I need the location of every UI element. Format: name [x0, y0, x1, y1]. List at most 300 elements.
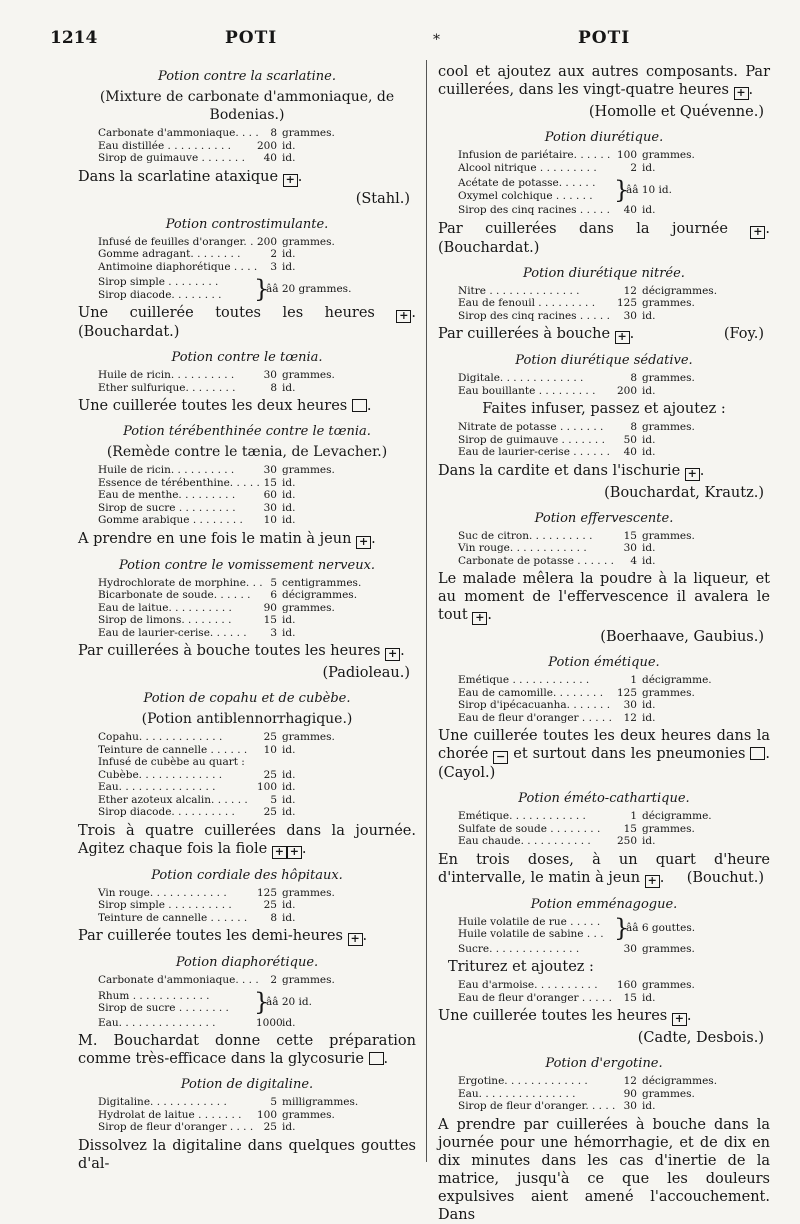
- ingredient-unit: milligrammes.: [282, 1096, 359, 1108]
- instruction-text: Une cuillerée toutes les heures: [78, 305, 375, 321]
- ingredient-name: Eau. . . . . . . . . . . . . . .: [458, 1087, 576, 1100]
- ingredient-unit: id.: [282, 1016, 296, 1029]
- ingredient-quantity: 200: [256, 139, 277, 152]
- ingredient-name: Ergotine. . . . . . . . . . . . .: [458, 1075, 588, 1087]
- ingredient-unit: décigrammes.: [642, 284, 718, 297]
- instruction: Une cuillerée toutes les heures + . (Bouchardat.): [78, 305, 416, 340]
- ingredient-list: [438, 421, 770, 459]
- ingredient-name: Oxymel colchique . . . . . .: [458, 189, 593, 202]
- ingredient-list: [438, 810, 770, 848]
- ingredient-row: [78, 899, 416, 912]
- ingredient-quantity: 30: [623, 309, 637, 322]
- ingredient-name: Eau de camomille. . . . . . . .: [458, 686, 604, 699]
- recipe-terebenthinee: [78, 423, 416, 549]
- ingredient-unit: id.: [642, 699, 656, 711]
- recipe-title: Potion controstimulante.: [165, 216, 329, 232]
- left-column: [78, 60, 416, 1170]
- recipe-title: Potion de digitaline.: [180, 1077, 314, 1092]
- recipe-digitaline: [78, 1076, 416, 1173]
- ingredient-row: [438, 434, 770, 447]
- ingredient-unit: grammes.: [642, 372, 695, 384]
- recipe-vomissement: [78, 557, 416, 683]
- recipe-taenia: [78, 349, 416, 415]
- ingredient-unit: grammes.: [642, 1087, 695, 1100]
- ingredient-quantity: 100: [616, 149, 637, 161]
- ingredient-row: [78, 382, 416, 395]
- instruction-text: et surtout dans les pneumonies: [513, 746, 746, 762]
- ingredient-name: Rhum . . . . . . . . . . . .: [98, 989, 210, 1002]
- instruction: Triturez et ajoutez :: [448, 959, 594, 975]
- instruction-text: Le malade mêlera la poudre à la liqueur, et au moment de l'effervescence il avalera le tout: [438, 571, 770, 623]
- brace-icon: }: [614, 175, 630, 204]
- instruction: Dissolvez la digitaline dans quelques gouttes d'al-: [78, 1137, 416, 1172]
- instruction-text: Par cuillerées à bouche: [438, 326, 611, 342]
- ingredient-unit: id.: [282, 626, 296, 639]
- ingredient-quantity: 12: [623, 284, 637, 297]
- ingredient-name: Hydrolat de laitue . . . . . . .: [98, 1108, 242, 1121]
- ingredient-list: [438, 943, 770, 956]
- ingredient-row: [438, 943, 770, 956]
- ingredient-name: Sirop des cinq racines . . . . .: [458, 309, 610, 322]
- plus-box-icon: +: [287, 846, 302, 859]
- recipe-title: Potion diurétique nitrée.: [523, 265, 685, 281]
- ingredient-row: [438, 204, 770, 217]
- recipe-title: Potion emménagogue.: [530, 896, 678, 912]
- ingredient-row: [438, 421, 770, 434]
- ingredient-name: Sirop simple . . . . . . . .: [98, 276, 219, 288]
- ingredient-list: [438, 149, 770, 174]
- author: (Boerhaave, Gaubius.): [600, 629, 764, 645]
- instruction-text: M. Bouchardat donne cette préparation comme très-efficace dans la glycosurie: [78, 1033, 416, 1067]
- ingredient-row: [438, 542, 770, 555]
- ingredient-row: [78, 806, 416, 819]
- ingredient-name: Huile volatile de rue . . . . .: [458, 915, 601, 928]
- ingredient-name: Sucre. . . . . . . . . . . . . .: [458, 942, 580, 955]
- ingredient-name: Huile de ricin. . . . . . . . . .: [98, 464, 235, 476]
- ingredient-name: Sulfate de soude . . . . . . . .: [458, 822, 601, 835]
- ingredient-quantity: 25: [263, 899, 277, 911]
- ingredient-row: [78, 744, 416, 757]
- ingredient-name: Eau distillée . . . . . . . . . .: [98, 139, 231, 152]
- brace-icon: }: [254, 274, 270, 303]
- recipe-diuretique-nitree: [438, 265, 770, 345]
- ingredient-quantity: 5: [270, 793, 277, 806]
- ingredient-row: [78, 477, 416, 490]
- instruction-text: Une cuillerée toutes les deux heures: [78, 398, 348, 414]
- ingredient-name: Nitre . . . . . . . . . . . . . .: [458, 284, 580, 297]
- ingredient-list: [78, 464, 416, 527]
- ingredient-name: Eau chaude. . . . . . . . . . .: [458, 835, 591, 847]
- brace-icon: }: [254, 988, 270, 1016]
- ingredient-quantity: 15: [623, 991, 637, 1004]
- instruction: Par cuillerée toutes les demi-heures + .: [78, 928, 368, 945]
- ingredient-unit: id.: [282, 781, 296, 793]
- instruction: Le malade mêlera la poudre à la liqueur, et au moment de l'effervescence il avalera le tout + .: [438, 571, 770, 624]
- recipe-effervescente: [438, 510, 770, 647]
- recipe-copahu: [78, 690, 416, 859]
- ingredient-name: Cubèbe. . . . . . . . . . . . .: [98, 768, 223, 781]
- instruction: Dans la scarlatine ataxique + .: [78, 168, 303, 186]
- ingredient-row: [78, 769, 416, 782]
- ingredient-row: [78, 756, 416, 769]
- ingredient-quantity: 8: [270, 127, 277, 139]
- ingredient-name: Sirop de fleur d'oranger. . . . .: [458, 1100, 616, 1112]
- ingredient-list: [438, 530, 770, 568]
- ingredient-unit: id.: [642, 309, 656, 322]
- ingredient-quantity: 12: [623, 1075, 637, 1087]
- ingredient-row: [78, 887, 416, 900]
- ingredient-name: Vin rouge. . . . . . . . . . . .: [458, 542, 587, 554]
- recipe-title: Potion émétique.: [548, 655, 660, 670]
- group-quantity: ââ 6 gouttes.: [626, 922, 696, 934]
- ingredient-unit: id.: [282, 614, 296, 626]
- ingredient-unit: grammes.: [642, 979, 695, 991]
- ingredient-row: [78, 731, 416, 744]
- ingredient-group: [78, 276, 416, 301]
- group-quantity: ââ 10 id.: [626, 183, 672, 196]
- ingredient-name: Teinture de cannelle . . . . . .: [98, 743, 248, 756]
- ingredient-unit: id.: [642, 204, 656, 216]
- ingredient-unit: id.: [282, 476, 296, 489]
- ingredient-unit: id.: [282, 793, 296, 806]
- ingredient-row: [78, 502, 416, 515]
- ingredient-quantity: 5: [270, 1096, 277, 1108]
- ingredient-row: [78, 248, 416, 261]
- ingredient-unit: grammes.: [642, 297, 695, 309]
- ingredient-name: Sirop d'ipécacuanha. . . . . . .: [458, 699, 611, 711]
- ingredient-unit: décigrammes.: [282, 589, 358, 601]
- ingredient-quantity: 25: [263, 806, 277, 818]
- ingredient-name: Sirop de guimauve . . . . . . .: [98, 152, 245, 164]
- ingredient-quantity: 15: [623, 529, 637, 542]
- ingredient-name: Infusé de feuilles d'oranger. . .: [98, 235, 261, 248]
- ingredient-unit: id.: [642, 161, 656, 174]
- ingredient-quantity: 40: [623, 204, 637, 216]
- ingredient-quantity: 100: [256, 781, 277, 793]
- ingredient-unit: grammes.: [642, 421, 695, 433]
- ingredient-unit: id.: [642, 433, 656, 446]
- instruction: A prendre en une fois le matin à jeun + .: [78, 530, 376, 548]
- running-header: [0, 28, 800, 52]
- ingredient-row: [78, 1017, 416, 1030]
- group-quantity: ââ 20 grammes.: [266, 282, 352, 295]
- ingredient-name: Sirop de guimauve . . . . . . .: [458, 433, 605, 446]
- ingredient-quantity: 8: [270, 911, 277, 924]
- ingredient-name: Sirop diacode. . . . . . . . . .: [98, 806, 235, 818]
- instruction: Une cuillerée toutes les heures + .: [438, 1008, 692, 1025]
- ingredient-name: Acétate de potasse. . . . . .: [458, 177, 596, 189]
- ingredient-quantity: 30: [263, 369, 277, 381]
- ingredient-quantity: 10: [263, 743, 277, 756]
- ingredient-name: Hydrochlorate de morphine. . .: [98, 576, 263, 589]
- ingredient-unit: id.: [642, 554, 656, 567]
- column-divider: [426, 60, 427, 1162]
- ingredient-list: [78, 127, 416, 165]
- ingredient-unit: id.: [282, 1121, 296, 1133]
- ingredient-unit: id.: [282, 768, 296, 781]
- ingredient-unit: id.: [642, 991, 656, 1004]
- group-ingredients: [78, 990, 254, 1015]
- ingredient-unit: id.: [282, 489, 296, 501]
- ingredient-row: [438, 928, 614, 941]
- ingredient-row: [78, 990, 254, 1003]
- ingredient-name: Carbonate d'ammoniaque. . . .: [98, 127, 259, 139]
- ingredient-row: [438, 285, 770, 298]
- recipe-emetique: [438, 654, 770, 782]
- ingredient-name: Emétique . . . . . . . . . . . .: [458, 674, 590, 686]
- ingredient-row: [438, 149, 770, 162]
- ingredient-unit: id.: [282, 260, 296, 273]
- ingredient-row: [438, 810, 770, 823]
- group-ingredients: [78, 276, 254, 301]
- ingredient-unit: grammes.: [282, 369, 335, 381]
- page-number: 1214: [50, 28, 98, 48]
- ingredient-row: [438, 372, 770, 385]
- recipe-title: Potion de copahu et de cubèbe.: [143, 691, 351, 706]
- ingredient-unit: grammes.: [282, 731, 335, 743]
- ingredient-unit: [282, 756, 416, 769]
- ingredient-unit: id.: [642, 542, 656, 554]
- ingredient-quantity: 30: [623, 699, 637, 711]
- instruction-text: Dans la cardite et dans l'ischurie: [438, 462, 681, 479]
- ingredient-unit: grammes.: [282, 601, 335, 614]
- ingredient-row: [78, 464, 416, 477]
- ingredient-unit: id.: [282, 152, 296, 164]
- ingredient-name: Infusion de pariétaire. . . . . .: [458, 149, 611, 161]
- ingredient-row: [78, 1096, 416, 1109]
- ingredient-row: [438, 310, 770, 323]
- ingredient-row: [438, 687, 770, 700]
- minus-box-icon: −: [493, 751, 508, 764]
- ingredient-name: Huile de ricin. . . . . . . . . .: [98, 369, 235, 381]
- recipe-title: Potion contre la scarlatine.: [158, 69, 336, 84]
- ingredient-quantity: 90: [623, 1087, 637, 1100]
- recipe-title: Potion térébenthinée contre le tœnia.: [123, 424, 371, 439]
- ingredient-unit: grammes.: [282, 235, 335, 248]
- ingredient-row: [78, 577, 416, 590]
- ingredient-list: [438, 372, 770, 397]
- ingredient-unit: id.: [282, 514, 296, 526]
- ingredient-unit: id.: [282, 248, 296, 260]
- ingredient-quantity: 200: [616, 384, 637, 397]
- recipe-diuretique-sedative: [438, 352, 770, 502]
- instruction-text: cool et ajoutez aux autres composants. Par cuillerées, dans les vingt-quatre heures: [438, 64, 770, 98]
- ingredient-row: [438, 190, 614, 203]
- ingredient-list: [78, 731, 416, 819]
- ingredient-row: [438, 1088, 770, 1101]
- ingredient-row: [78, 1121, 416, 1134]
- recipe-cordiale: [78, 867, 416, 947]
- instruction-text: Trois à quatre cuillerées dans la journée. Agitez chaque fois la fiole: [78, 822, 416, 857]
- ingredient-quantity: 125: [616, 297, 637, 309]
- ingredient-row: [438, 1100, 770, 1113]
- ingredient-quantity: 2: [630, 161, 637, 174]
- ingredient-list: [78, 577, 416, 640]
- ingredient-unit: grammes.: [642, 149, 695, 161]
- author: (Bouchardat.): [78, 324, 180, 340]
- plus-box-icon: +: [615, 331, 630, 344]
- ingredient-quantity: 30: [263, 464, 277, 476]
- ingredient-quantity: 2: [270, 974, 277, 986]
- ingredient-name: Eau. . . . . . . . . . . . . . .: [98, 1016, 216, 1029]
- ingredient-quantity: 50: [623, 433, 637, 446]
- ingredient-name: Ether sulfurique. . . . . . . .: [98, 381, 236, 394]
- ingredient-list: [78, 369, 416, 394]
- ingredient-unit: grammes.: [642, 686, 695, 699]
- ingredient-quantity: 12: [623, 711, 637, 724]
- instruction-text: Par cuillerée toutes les demi-heures: [78, 928, 343, 944]
- ingredient-quantity: [256, 756, 282, 769]
- ingredient-name: Vin rouge. . . . . . . . . . . .: [98, 886, 227, 899]
- recipe-title: Potion cordiale des hôpitaux.: [151, 867, 343, 883]
- ingredient-quantity: 15: [623, 822, 637, 835]
- ingredient-row: [438, 446, 770, 459]
- ingredient-name: Sirop simple . . . . . . . . . .: [98, 899, 232, 911]
- ingredient-list: [78, 1096, 416, 1134]
- ingredient-name: Eau de fenouil . . . . . . . . .: [458, 297, 596, 309]
- ingredient-unit: id.: [282, 743, 296, 756]
- ingredient-quantity: 40: [623, 446, 637, 458]
- plus-box-icon: +: [356, 536, 371, 549]
- ingredient-name: Essence de térébenthine. . . . .: [98, 476, 260, 489]
- plus-box-icon: +: [672, 1013, 687, 1026]
- ingredient-row: [78, 261, 416, 274]
- ingredient-unit: grammes.: [282, 1108, 335, 1121]
- square-box-icon: [750, 747, 765, 760]
- ingredient-unit: grammes.: [282, 127, 335, 139]
- ingredient-quantity: 100: [256, 1108, 277, 1121]
- plus-box-icon: +: [348, 933, 363, 946]
- running-title-right: POTI: [578, 28, 631, 48]
- ingredient-quantity: 3: [270, 626, 277, 639]
- ingredient-row: [438, 992, 770, 1005]
- ingredient-name: Antimoine diaphorétique . . . .: [98, 260, 258, 273]
- ingredient-unit: grammes.: [282, 974, 335, 986]
- ingredient-row: [438, 297, 770, 310]
- recipe-title: Potion éméto-cathartique.: [518, 791, 690, 806]
- recipe-scarlatine: [78, 68, 416, 208]
- ingredient-row: [78, 794, 416, 807]
- ingredient-name: Eau de laitue. . . . . . . . . .: [98, 601, 232, 614]
- recipe-ergotine: [438, 1055, 770, 1224]
- ingredient-quantity: 2: [270, 248, 277, 260]
- ingredient-name: Digitaline. . . . . . . . . . . .: [98, 1096, 227, 1108]
- ingredient-quantity: 200: [256, 235, 277, 248]
- ingredient-unit: centigrammes.: [282, 576, 362, 589]
- brace-icon: }: [614, 914, 630, 942]
- ingredient-row: [78, 236, 416, 249]
- ingredient-list: [438, 674, 770, 724]
- author: (Foy.): [723, 326, 764, 342]
- ingredient-unit: id.: [282, 911, 296, 924]
- ingredient-quantity: 30: [623, 942, 637, 955]
- ingredient-quantity: 15: [263, 476, 277, 489]
- ingredient-row: [78, 912, 416, 925]
- ingredient-unit: id.: [642, 835, 656, 847]
- ingredient-list: [78, 1017, 416, 1030]
- ingredient-list: [438, 979, 770, 1004]
- instruction-text: Une cuillerée toutes les heures: [438, 1008, 668, 1024]
- ingredient-row: [78, 627, 416, 640]
- recipe-continuation: [438, 63, 770, 121]
- instruction-text: Par cuillerées dans la journée: [438, 220, 728, 237]
- ingredient-list: [438, 285, 770, 323]
- ingredient-name: Emétique. . . . . . . . . . . .: [458, 810, 586, 822]
- ingredient-row: [78, 152, 416, 165]
- ingredient-row: [78, 614, 416, 627]
- ingredient-quantity: 250: [616, 835, 637, 847]
- plus-box-icon: +: [734, 87, 749, 100]
- recipe-diaphoretique: [78, 954, 416, 1068]
- instruction: M. Bouchardat donne cette préparation comme très-efficace dans la glycosurie .: [78, 1033, 416, 1067]
- instruction: Dans la cardite et dans l'ischurie + .: [438, 462, 705, 480]
- ingredient-quantity: 30: [623, 542, 637, 554]
- ingredient-name: Eau bouillante . . . . . . . . .: [458, 384, 596, 397]
- author: (Cayol.): [438, 765, 496, 781]
- ingredient-name: Eau de menthe. . . . . . . . .: [98, 489, 236, 501]
- ingredient-row: [78, 781, 416, 794]
- instruction-text: En trois doses, à un quart d'heure d'intervalle, le matin à jeun: [438, 851, 770, 886]
- ingredient-quantity: 40: [263, 152, 277, 164]
- ingredient-quantity: 3: [270, 260, 277, 273]
- instruction: Faites infuser, passez et ajoutez :: [482, 401, 726, 417]
- ingredient-name: Sirop de limons. . . . . . . .: [98, 614, 232, 626]
- ingredient-list: [438, 1075, 770, 1113]
- ingredient-name: Carbonate de potasse . . . . . .: [458, 554, 614, 567]
- ingredient-name: Sirop diacode. . . . . . . .: [98, 288, 222, 301]
- recipe-subtitle: (Potion antiblennorrhagique.): [141, 711, 353, 727]
- ingredient-name: Huile volatile de sabine . . .: [458, 928, 604, 940]
- ingredient-group: [438, 916, 770, 941]
- ingredient-name: Suc de citron. . . . . . . . . .: [458, 529, 593, 542]
- ingredient-row: [438, 177, 614, 190]
- ingredient-name: Sirop de sucre . . . . . . . .: [98, 1002, 229, 1014]
- ingredient-list: [78, 887, 416, 925]
- ingredient-group: [438, 177, 770, 202]
- square-box-icon: [369, 1052, 384, 1065]
- running-title-left: POTI: [225, 28, 278, 48]
- recipe-title: Potion diaphorétique.: [175, 955, 319, 970]
- ingredient-unit: décigramme.: [642, 810, 712, 822]
- ingredient-quantity: 25: [263, 1121, 277, 1133]
- ingredient-name: Eau d'armoise. . . . . . . . . .: [458, 979, 598, 991]
- instruction: A prendre par cuillerées à bouche dans la journée pour une hémorrhagie, et de dix en dix minutes dans les cas d'inertie de la matrice, jusqu'à ce que les douleurs expulsives aient amené l'accouchement. Dans: [438, 1116, 770, 1223]
- recipe-subtitle: (Remède contre le tænia, de Levacher.): [106, 444, 388, 460]
- recipe-diuretique: [438, 129, 770, 257]
- recipe-controstimulante: [78, 216, 416, 342]
- ingredient-name: Eau de laurier-cerise. . . . . .: [98, 626, 247, 639]
- ingredient-row: [438, 823, 770, 836]
- ingredient-quantity: 1: [630, 674, 637, 686]
- ingredient-unit: id.: [642, 711, 656, 724]
- instruction-text: Par cuillerées à bouche toutes les heures: [78, 643, 381, 659]
- ingredient-name: Carbonate d'ammoniaque. . . .: [98, 974, 259, 986]
- ingredient-unit: id.: [282, 501, 296, 514]
- ingredient-unit: décigramme.: [642, 674, 712, 686]
- instruction: Une cuillerée toutes les deux heures dans la chorée − et surtout dans les pneumonies . (Cayol.): [438, 728, 771, 781]
- ingredient-quantity: 125: [256, 886, 277, 899]
- ingredient-row: [78, 1002, 254, 1015]
- ingredient-quantity: 25: [263, 768, 277, 781]
- ingredient-list: [78, 974, 416, 987]
- ingredient-row: [438, 530, 770, 543]
- ingredient-name: Sirop de fleur d'oranger . . . .: [98, 1121, 254, 1133]
- ingredient-name: Gomme adragant. . . . . . . .: [98, 248, 241, 260]
- ingredient-unit: id.: [282, 381, 296, 394]
- plus-box-icon: +: [396, 310, 411, 323]
- margin-mark: *: [433, 32, 440, 48]
- plus-box-icon: +: [750, 226, 765, 239]
